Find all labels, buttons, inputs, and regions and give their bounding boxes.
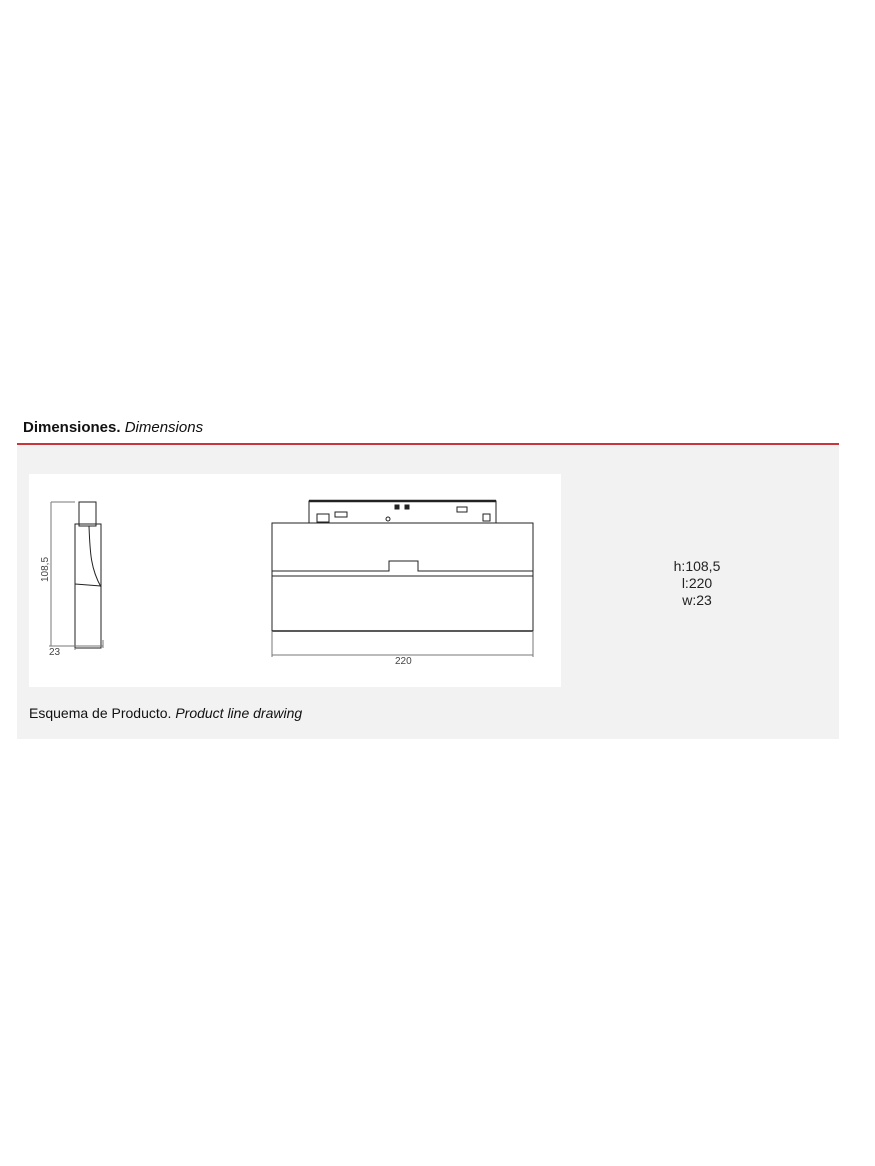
dimension-length: l:220 bbox=[681, 575, 713, 591]
dimensions-list bbox=[647, 558, 747, 609]
section-title-en: Dimensions bbox=[124, 419, 204, 436]
drawing-caption bbox=[29, 705, 302, 722]
caption-en: Product line drawing bbox=[175, 705, 303, 721]
caption-es: Esquema de Producto. bbox=[29, 705, 172, 721]
section-title bbox=[23, 419, 203, 437]
product-line-drawing bbox=[29, 474, 561, 687]
front-length-label: 220 bbox=[395, 656, 412, 667]
side-height-label: 108,5 bbox=[40, 556, 51, 582]
line-drawing-svg bbox=[29, 474, 561, 687]
dimension-height: h:108,5 bbox=[673, 558, 721, 574]
section-title-es: Dimensiones. bbox=[23, 419, 121, 436]
front-view-drawing bbox=[272, 501, 533, 657]
side-width-label: 23 bbox=[49, 647, 61, 658]
dimension-width: w:23 bbox=[682, 592, 712, 608]
side-view-drawing bbox=[49, 502, 103, 650]
